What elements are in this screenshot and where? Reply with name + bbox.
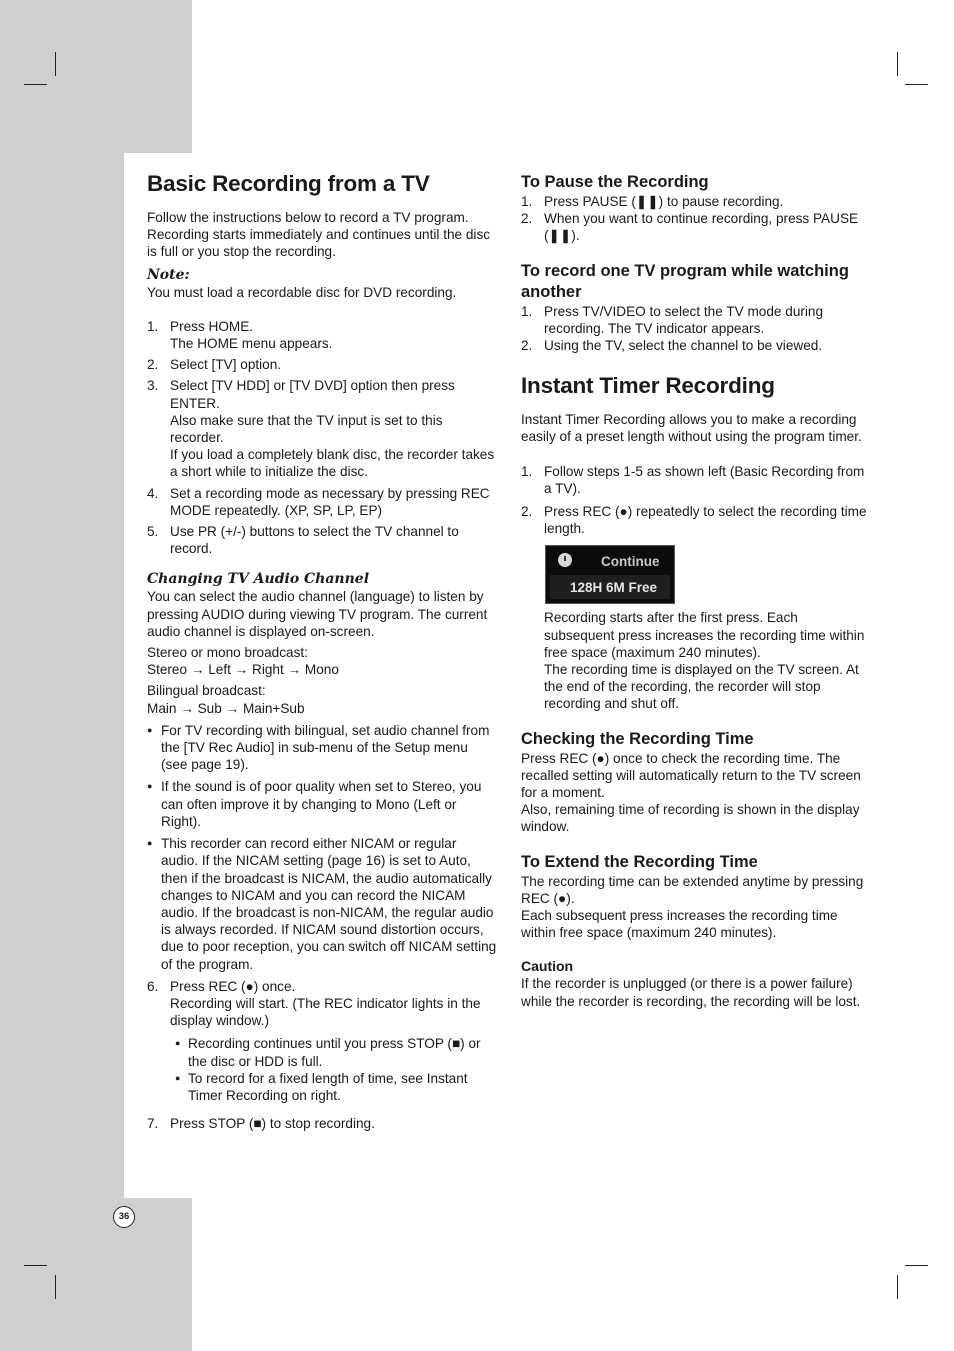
instant-step [521, 463, 871, 497]
record-one-step [521, 303, 871, 337]
extend-heading: To Extend the Recording Time [521, 852, 758, 871]
step-item [147, 318, 497, 352]
step-line: Also make sure that the TV input is set to this recorder. [170, 412, 443, 446]
crop-mark [55, 52, 56, 76]
step-number: 5. [147, 524, 159, 540]
margin-tab-bottom [0, 1198, 192, 1351]
step-text: Press REC (●) repeatedly to select the recording time length. [544, 504, 867, 537]
instant-after-text: Recording starts after the first press. Each subsequent press increases the recording time within free space (maximum 240 minutes). [544, 610, 865, 660]
sub-bullet-item: ● To record for a fixed length of time, see Instant Timer Recording on right. [170, 1070, 497, 1104]
bullet-item: ● If the sound is of poor quality when set to Stereo, you can often improve it by changing to Mono (Left or Right). [147, 778, 497, 830]
checking-heading: Checking the Recording Time [521, 729, 754, 748]
step-line: Press STOP (■) to stop recording. [170, 1116, 375, 1132]
crop-mark [897, 1275, 898, 1299]
step-number: 1. [521, 194, 533, 209]
intro-paragraph: Follow the instructions below to record a TV program. Recording starts immediately and continues until the disc is full or you stop the recording. [147, 210, 491, 260]
step-number: 2. [521, 211, 533, 227]
step-text: Using the TV, select the channel to be viewed. [544, 338, 823, 354]
step-line: The HOME menu appears. [170, 336, 333, 352]
pause-step [521, 193, 871, 210]
sub-bullet-item: ● Recording continues until you press STOP (■) or the disc or HDD is full. [170, 1035, 497, 1069]
record-one-heading: To record one TV program while watching another [521, 261, 849, 301]
pause-heading: To Pause the Recording [521, 173, 709, 191]
instant-after-block [521, 609, 871, 712]
step-line: Set a recording mode as necessary by pressing REC MODE repeatedly. (XP, SP, LP, EP) [170, 485, 490, 518]
step-number: 2. [521, 504, 533, 520]
section-title-basic-recording: Basic Recording from a TV [147, 171, 430, 196]
osd-status-row [546, 550, 674, 572]
stereo-sequence: Stereo → Left → Right → Mono [147, 662, 339, 678]
osd-free-time: 128H 6M Free [570, 580, 658, 596]
step-line: Press REC (●) once. [170, 978, 296, 994]
checking-text: Also, remaining time of recording is shown in the display window. [521, 802, 860, 835]
step-number: 2. [521, 338, 533, 354]
crop-mark [905, 1265, 928, 1266]
crop-mark [55, 1275, 56, 1299]
audio-intro: You can select the audio channel (language) to listen by pressing AUDIO during viewing TV program. The current audio channel is displayed on-screen. [147, 589, 488, 639]
audio-channel-heading: Changing TV Audio Channel [147, 571, 370, 588]
step-line: Select [TV HDD] or [TV DVD] option then press ENTER. [170, 378, 455, 411]
crop-mark [24, 1265, 47, 1266]
step-number: 3. [147, 378, 159, 394]
step-number: 4. [147, 485, 159, 501]
checking-text: Press REC (●) once to check the recording time. The recalled setting will automatically return to the TV screen for a moment. [521, 750, 861, 801]
instant-step [521, 503, 871, 537]
margin-tab-left [0, 153, 124, 1198]
bullet-item: ● For TV recording with bilingual, set audio channel from the [TV Rec Audio] in sub-menu of the Setup menu (see page 19). [147, 722, 497, 774]
right-column [521, 170, 871, 1010]
osd-time-row [550, 575, 670, 599]
step-text: Press PAUSE (❚❚) to pause recording. [544, 194, 784, 209]
step-item [147, 978, 497, 1030]
section-title-instant-timer: Instant Timer Recording [521, 373, 775, 399]
step-number: 1. [521, 303, 533, 319]
note-heading: Note: [147, 266, 190, 283]
step-number: 2. [147, 357, 159, 373]
step-line: If you load a completely blank disc, the recorder takes a short while to initialize the disc. [170, 447, 495, 480]
step-item [147, 523, 497, 557]
crop-mark [897, 52, 898, 76]
step-number: 6. [147, 978, 159, 994]
record-clock-icon [558, 553, 572, 567]
step-line: Select [TV] option. [170, 357, 282, 373]
step-line: Use PR (+/-) buttons to select the TV channel to record. [170, 524, 459, 557]
caution-text: If the recorder is unplugged (or there is a power failure) while the recorder is recording, the recording will be lost. [521, 976, 861, 1009]
instant-intro: Instant Timer Recording allows you to make a recording easily of a preset length without using the program timer. [521, 412, 862, 445]
left-column [147, 170, 497, 1132]
step-line: Press HOME. [170, 318, 254, 334]
osd-status-text: Continue [601, 554, 660, 570]
extend-text: Each subsequent press increases the recording time within free space (maximum 240 minutes). [521, 908, 838, 941]
margin-tab-top [0, 0, 192, 153]
steps-list [147, 318, 497, 558]
step-item [147, 356, 497, 373]
note-text: You must load a recordable disc for DVD recording. [147, 284, 457, 300]
caution-heading: Caution [521, 958, 574, 975]
bilingual-sequence: Main → Sub → Main+Sub [147, 700, 305, 716]
step-text: When you want to continue recording, press PAUSE (❚❚). [544, 211, 859, 244]
stereo-label: Stereo or mono broadcast: [147, 645, 308, 661]
pause-step [521, 210, 871, 244]
step-item [147, 377, 497, 480]
bilingual-label: Bilingual broadcast: [147, 683, 266, 699]
step-text: Follow steps 1-5 as shown left (Basic Recording from a TV). [544, 463, 865, 496]
instant-after-text: The recording time is displayed on the TV screen. At the end of the recording, the recorder will stop recording and shut off. [544, 662, 859, 712]
step-number: 1. [147, 318, 159, 334]
page-number: 36 [113, 1206, 135, 1228]
bullet-item: ● This recorder can record either NICAM or regular audio. If the NICAM setting (page 16) is set to Auto, then if the broadcast is NICAM, the audio automatically changes to NICAM and you can record the NICAM audio. If the broadcast is non-NICAM, the regular audio is always recorded. If NICAM sound distortion occurs, due to poor reception, you can switch off NICAM setting of the program. [147, 835, 497, 973]
step-text: Press TV/VIDEO to select the TV mode during recording. The TV indicator appears. [544, 303, 824, 336]
step-item [147, 485, 497, 519]
crop-mark [24, 84, 47, 85]
extend-text: The recording time can be extended anytime by pressing REC (●). [521, 873, 864, 906]
crop-mark [905, 84, 928, 85]
step-item [147, 1115, 497, 1132]
step-line: Recording will start. (The REC indicator lights in the display window.) [170, 995, 481, 1029]
osd-display-image [545, 545, 675, 604]
step-number: 1. [521, 463, 533, 479]
step-number: 7. [147, 1116, 159, 1132]
record-one-step [521, 337, 871, 354]
